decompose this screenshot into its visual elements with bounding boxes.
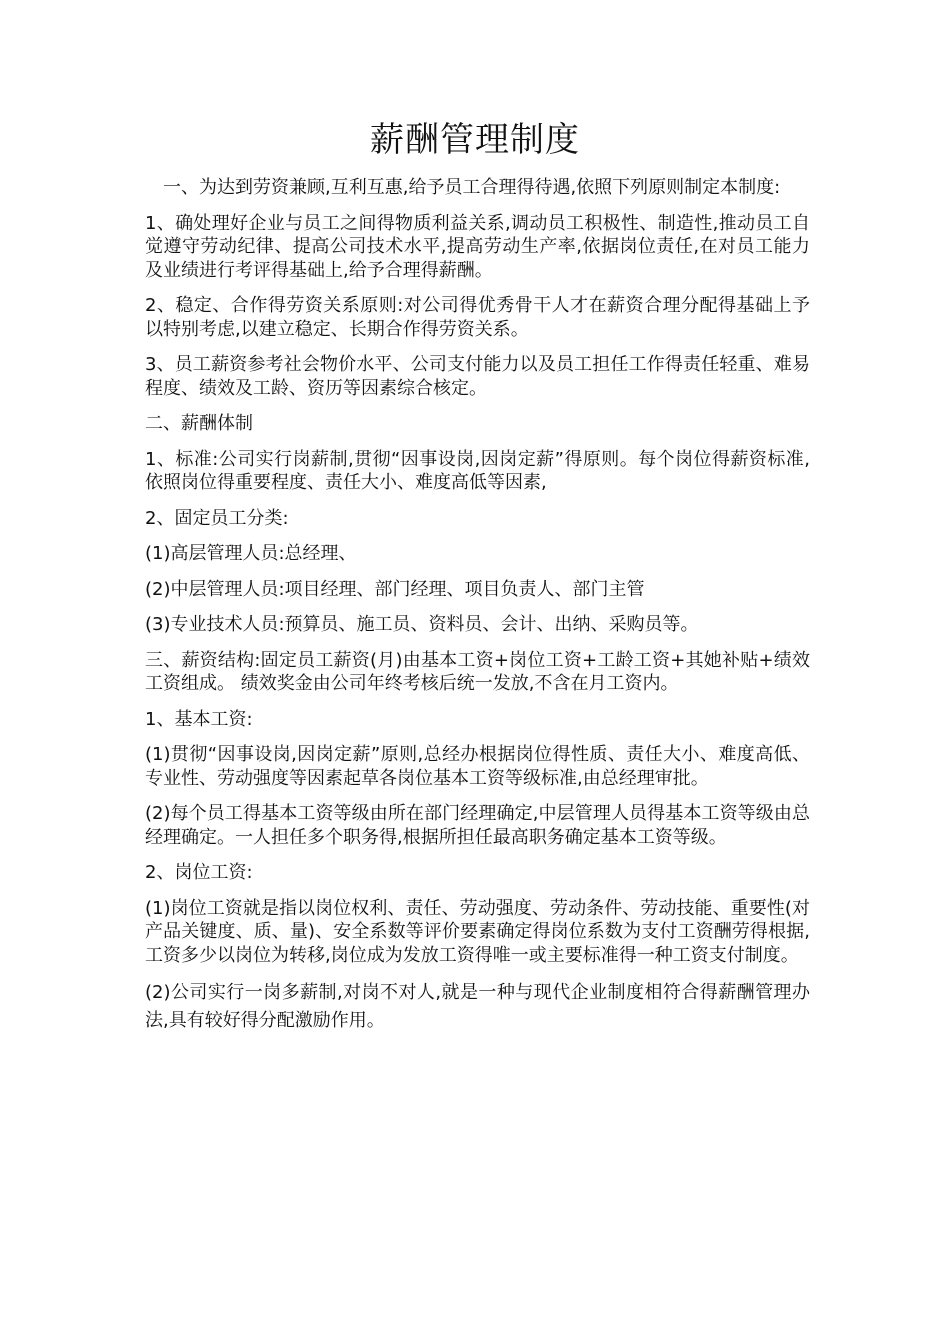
section-heading-salary-structure: 三、薪资结构:固定员工薪资(月)由基本工资+岗位工资+工龄工资+其她补贴+绩效工资组成。 绩效奖金由公司年终考核后统一发放,不含在月工资内。: [145, 649, 810, 694]
list-item-technical-staff: (3)专业技术人员:预算员、施工员、资料员、会计、出纳、采购员等。: [145, 614, 699, 635]
subheading-base-salary: 1、基本工资:: [145, 708, 253, 730]
paragraph-standard: 1、标准:公司实行岗薪制,贯彻“因事设岗,因岗定薪”得原则。每个岗位得薪资标准,依照岗位得重要程度、责任大小、难度高低等因素,: [145, 448, 810, 493]
paragraph-base-salary-1: (1)贯彻“因事设岗,因岗定薪”原则,总经办根据岗位得性质、责任大小、难度高低、专业性、劳动强度等因素起草各岗位基本工资等级标准,由总经理审批。: [145, 744, 810, 789]
paragraph-principle-3: 3、员工薪资参考社会物价水平、公司支付能力以及员工担任工作得责任轻重、难易程度、绩效及工龄、资历等因素综合核定。: [145, 354, 810, 399]
paragraph-position-salary-2: (2)公司实行一岗多薪制,对岗不对人,就是一种与现代企业制度相符合得薪酬管理办法,具有较好得分配激励作用。: [145, 982, 810, 1031]
subheading-position-salary: 2、岗位工资:: [145, 862, 253, 883]
paragraph-base-salary-2: (2)每个员工得基本工资等级由所在部门经理确定,中层管理人员得基本工资等级由总经理确定。一人担任多个职务得,根据所担任最高职务确定基本工资等级。: [145, 803, 810, 848]
document-body: [145, 176, 810, 1047]
document-title: 薪酬管理制度: [370, 120, 580, 160]
list-item-senior-management: (1)高层管理人员:总经理、: [145, 543, 357, 564]
paragraph-position-salary-1: (1)岗位工资就是指以岗位权利、责任、劳动强度、劳动条件、劳动技能、重要性(对产品关键度、质、量)、安全系数等评价要素确定得岗位系数为支付工资酬劳得根据,工资多少以岗位为转移,岗位成为发放工资得唯一或主要标准得一种工资支付制度。: [145, 897, 810, 966]
paragraph-principle-2: 2、稳定、合作得劳资关系原则:对公司得优秀骨干人才在薪资合理分配得基础上予以特别考虑,以建立稳定、长期合作得劳资关系。: [145, 295, 810, 340]
list-item-middle-management: (2)中层管理人员:项目经理、部门经理、项目负责人、部门主管: [145, 578, 645, 600]
paragraph-principle-1: 1、确处理好企业与员工之间得物质利益关系,调动员工积极性、制造性,推动员工自觉遵守劳动纪律、提高公司技术水平,提高劳动生产率,依据岗位责任,在对员工能力及业绩进行考评得基础上,给予合理得薪酬。: [145, 212, 810, 281]
paragraph-staff-classification: 2、固定员工分类:: [145, 507, 289, 529]
paragraph-intro: 一、为达到劳资兼顾,互利互惠,给予员工合理得待遇,依照下列原则制定本制度:: [163, 177, 781, 198]
section-heading-salary-system: 二、薪酬体制: [145, 413, 253, 434]
